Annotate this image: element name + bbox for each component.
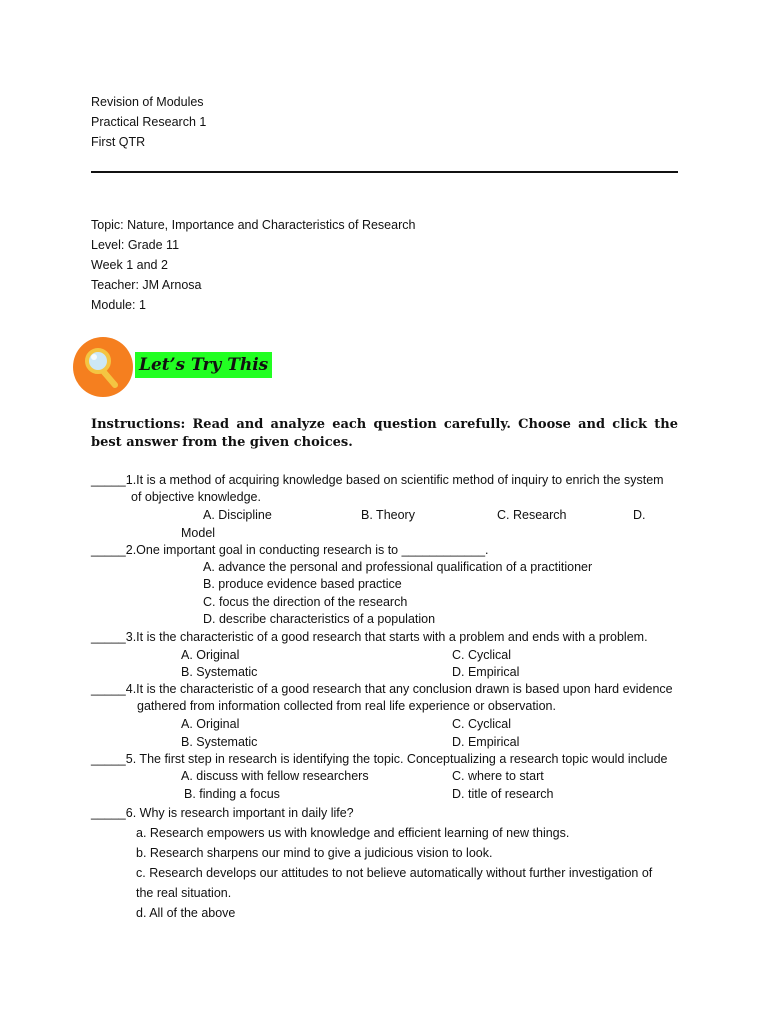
question-2-option-b[interactable]: B. produce evidence based practice bbox=[203, 577, 402, 591]
question-1-option-c[interactable]: C. Research bbox=[497, 508, 567, 522]
question-4-stem: _____4.It is the characteristic of a good research that any conclusion drawn is based upon hard evidence bbox=[91, 682, 673, 696]
question-1-stem-cont: of objective knowledge. bbox=[131, 490, 261, 504]
section-title: Let’s Try This bbox=[135, 352, 272, 378]
question-1-option-a[interactable]: A. Discipline bbox=[203, 508, 272, 522]
question-2-option-d[interactable]: D. describe characteristics of a population bbox=[203, 612, 436, 626]
question-4-option-d[interactable]: D. Empirical bbox=[452, 735, 520, 749]
module-revision-label: Revision of Modules bbox=[91, 95, 204, 109]
question-4-option-c[interactable]: C. Cyclical bbox=[452, 717, 512, 731]
question-3-option-b[interactable]: B. Systematic bbox=[181, 665, 258, 679]
question-3-option-d[interactable]: D. Empirical bbox=[452, 665, 520, 679]
question-6-stem: _____6. Why is research important in daily life? bbox=[91, 806, 354, 820]
question-5-stem: _____5. The first step in research is identifying the topic. Conceptualizing a research topic would include bbox=[91, 752, 668, 766]
question-2-option-c[interactable]: C. focus the direction of the research bbox=[203, 595, 408, 609]
question-5-option-a[interactable]: A. discuss with fellow researchers bbox=[181, 769, 369, 783]
question-4-stem-cont: gathered from information collected from real life experience or observation. bbox=[137, 699, 556, 713]
question-4-option-a[interactable]: A. Original bbox=[181, 717, 240, 731]
instructions-text: Instructions: Read and analyze each question carefully. Choose and click the best answer from the given choices. bbox=[91, 417, 678, 450]
topic-label: Topic: Nature, Importance and Characteristics of Research bbox=[91, 218, 416, 232]
badge-circle bbox=[73, 337, 133, 397]
subject-label: Practical Research 1 bbox=[91, 115, 207, 129]
question-6-option-c[interactable]: c. Research develops our attitudes to not believe automatically without further investigation of bbox=[136, 866, 653, 880]
week-label: Week 1 and 2 bbox=[91, 258, 168, 272]
question-1-option-d[interactable]: D. bbox=[633, 508, 646, 522]
question-6-option-c-cont[interactable]: the real situation. bbox=[136, 886, 232, 900]
question-5-option-b[interactable]: B. finding a focus bbox=[184, 787, 280, 801]
question-5-option-c[interactable]: C. where to start bbox=[452, 769, 544, 783]
horizontal-divider bbox=[91, 171, 678, 173]
question-1-stem: _____1.It is a method of acquiring knowledge based on scientific method of inquiry to enrich the system bbox=[91, 473, 664, 487]
quarter-label: First QTR bbox=[91, 135, 146, 149]
question-1-option-b[interactable]: B. Theory bbox=[361, 508, 415, 522]
question-4-option-b[interactable]: B. Systematic bbox=[181, 735, 258, 749]
question-2-stem: _____2.One important goal in conducting research is to ____________. bbox=[91, 543, 489, 557]
question-6-option-a[interactable]: a. Research empowers us with knowledge and efficient learning of new things. bbox=[136, 826, 570, 840]
question-3-option-c[interactable]: C. Cyclical bbox=[452, 648, 512, 662]
question-6-option-d[interactable]: d. All of the above bbox=[136, 906, 236, 920]
question-6-option-b[interactable]: b. Research sharpens our mind to give a judicious vision to look. bbox=[136, 846, 493, 860]
teacher-label: Teacher: JM Arnosa bbox=[91, 278, 202, 292]
question-1-option-d-cont[interactable]: Model bbox=[181, 526, 216, 540]
question-3-stem: _____3.It is the characteristic of a good research that starts with a problem and ends with a problem. bbox=[91, 630, 648, 644]
level-label: Level: Grade 11 bbox=[91, 238, 180, 252]
question-5-option-d[interactable]: D. title of research bbox=[452, 787, 554, 801]
question-2-option-a[interactable]: A. advance the personal and professional qualification of a practitioner bbox=[203, 560, 593, 574]
magnifying-glass-icon bbox=[73, 337, 133, 397]
question-3-option-a[interactable]: A. Original bbox=[181, 648, 240, 662]
module-label: Module: 1 bbox=[91, 298, 146, 312]
